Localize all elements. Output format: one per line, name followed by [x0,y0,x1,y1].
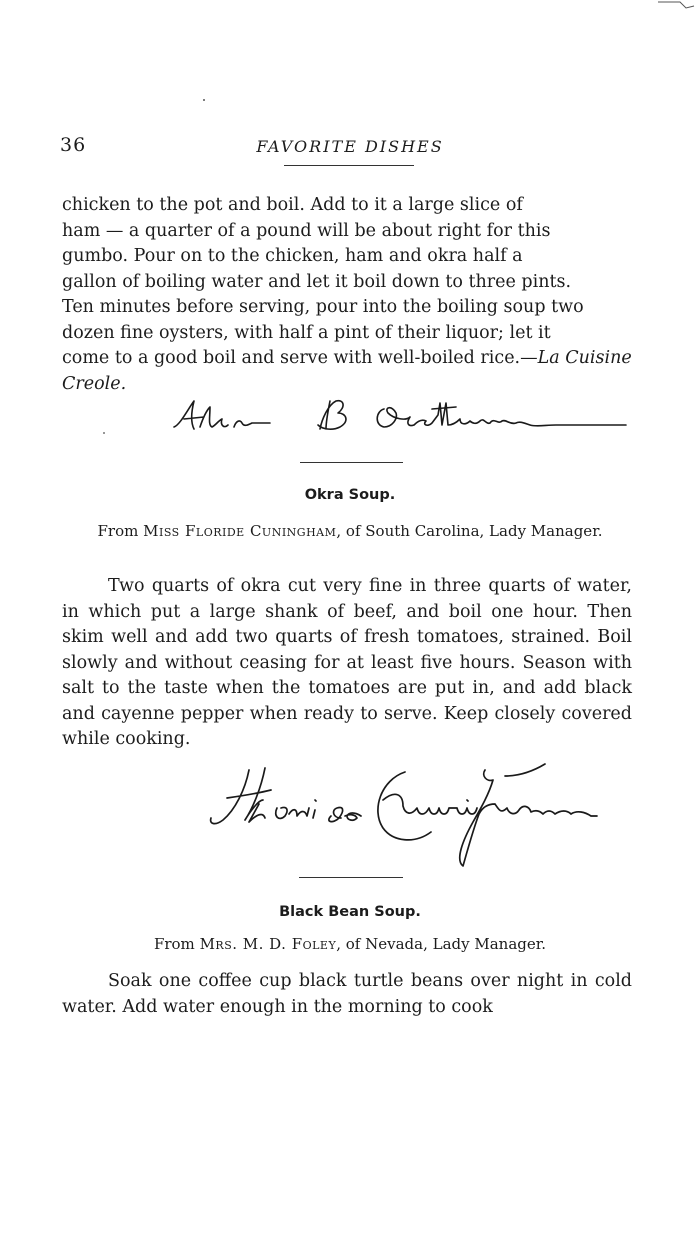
section-rule [300,462,403,463]
recipe-body: Soak one coffee cup black turtle beans over night in cold water. Add water enough in the morning to cook [62,971,632,1017]
text-line: dozen fine oysters, with half a pint of their liquor; let it [62,322,551,343]
recipe-source: La Cuisine Creole. [62,348,632,394]
attribution-prefix: From [153,935,195,953]
running-title: FAVORITE DISHES [256,137,444,156]
recipe-title: Black Bean Soup. [279,904,421,920]
print-speck [203,99,205,101]
attribution-rest: , of Nevada, Lady Manager. [336,935,547,953]
page-corner-mark [656,0,696,12]
text-line [62,346,632,397]
continued-recipe-text [62,193,632,397]
recipe-title: Okra Soup. [304,487,396,503]
page-number: 36 [60,134,87,156]
header-rule [284,165,414,166]
recipe-attribution [80,934,620,955]
contributor-name: Mrs. M. D. Foley [199,935,337,953]
attribution-rest: , of South Carolina, Lady Manager. [336,522,603,540]
text-line: chicken to the pot and boil. Add to it a large slice of [62,195,523,215]
signature-image [205,760,630,878]
text-line: gumbo. Pour on to the chicken, ham and okra half a [62,246,523,266]
text-line: Ten minutes before serving, pour into the boiling soup two [62,297,584,317]
text-line: ham — a quarter of a pound will be about right for this [62,220,551,241]
recipe-attribution [80,521,620,542]
recipe-body: Two quarts of okra cut very fine in three quarts of water, in which put a large shank of beef, and boil one hour. Then skim well and add two quarts of fresh tomatoes, strained. Boil slowly and without ceasing for at least five hours. Season with salt to the taste when the tomatoes are put in, and add black and cayenne pepper when ready to serve. Keep closely covered while cooking. [62,576,632,749]
text-line: gallon of boiling water and let it boil down to three pints. [62,271,572,292]
attribution-prefix: From [97,522,139,540]
print-speck [103,432,105,434]
text-line-part: come to a good boil and serve with well-boiled rice.— [62,348,538,368]
section-rule [299,877,403,878]
signature-image [170,395,630,443]
contributor-name: Miss Floride Cuningham [143,522,337,540]
